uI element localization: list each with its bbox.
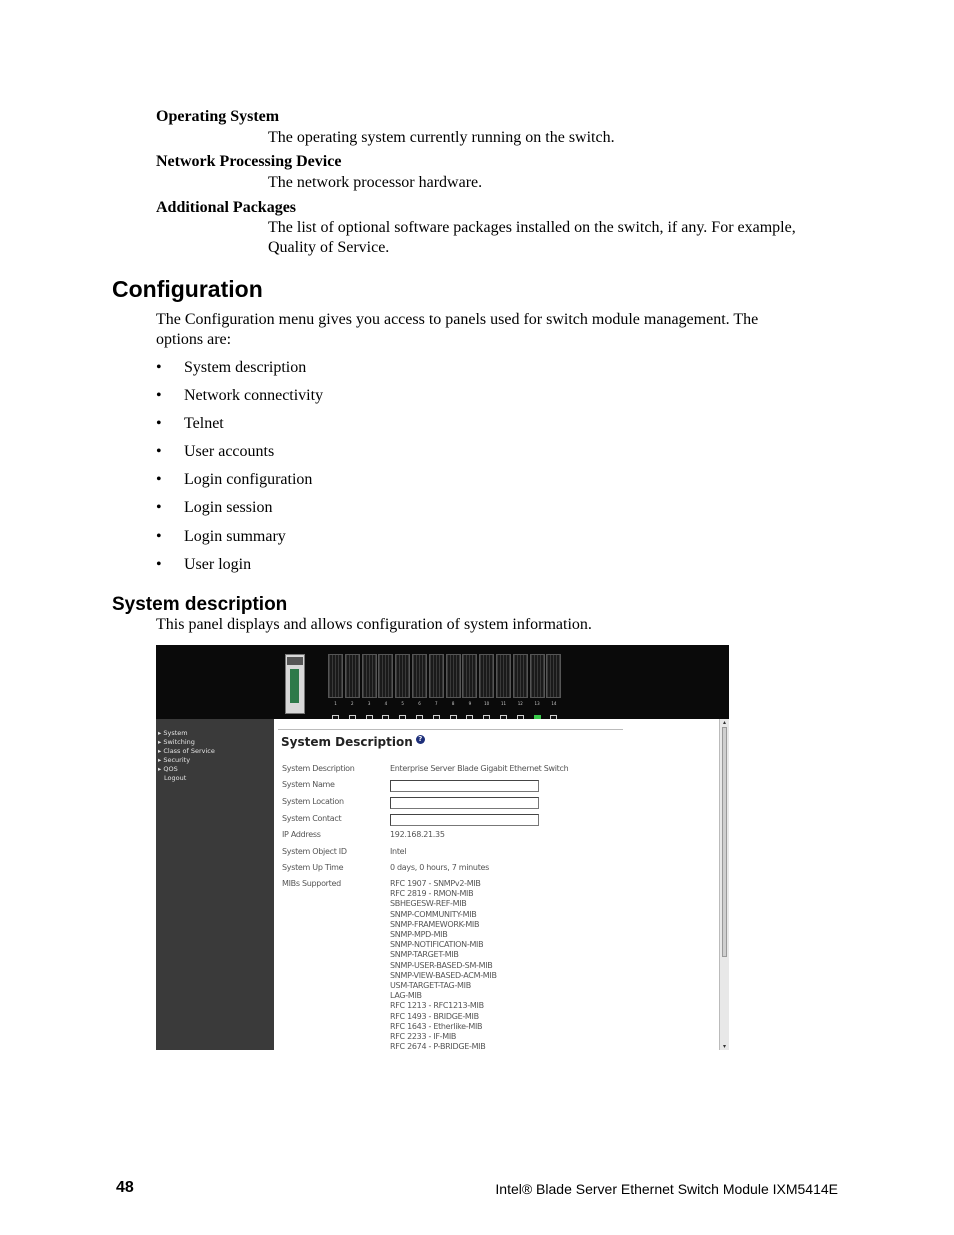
- slot-number: 11: [500, 701, 507, 706]
- system-description-intro: This panel displays and allows configuration of system information.: [156, 616, 592, 633]
- panel-title: [281, 735, 425, 749]
- list-item: USM-TARGET-TAG-MIB: [390, 981, 471, 990]
- option-label: User accounts: [184, 443, 275, 461]
- system-description-screenshot: [156, 645, 729, 1050]
- list-item: SNMP-FRAMEWORK-MIB: [390, 919, 480, 929]
- list-item: [156, 470, 556, 498]
- term-additional-packages: Additional Packages: [156, 199, 297, 216]
- configuration-heading: Configuration: [112, 276, 263, 302]
- list-item: [156, 527, 556, 555]
- list-item: [156, 498, 556, 526]
- page-number: 48: [116, 1179, 134, 1196]
- slot-number: 12: [517, 701, 523, 706]
- system-contact-input[interactable]: [390, 814, 539, 826]
- sidebar-item-logout[interactable]: [164, 774, 186, 782]
- expand-arrow-icon: ▸: [158, 747, 162, 755]
- configuration-intro-line1: The Configuration menu gives you access to panels used for switch module management. The: [156, 311, 759, 328]
- blade-slot: [378, 654, 393, 698]
- slot-number: 8: [451, 701, 455, 706]
- field-value-system-up-time: 0 days, 0 hours, 7 minutes: [390, 863, 490, 872]
- system-description-heading: System description: [112, 594, 288, 615]
- configuration-options-list: [156, 358, 556, 583]
- blade-slot: [446, 654, 461, 698]
- field-label-system-description: System Description: [282, 764, 355, 773]
- option-label: Telnet: [184, 415, 224, 433]
- list-item: [156, 442, 556, 470]
- sidebar-item-label: System: [163, 729, 188, 737]
- scroll-down-icon[interactable]: ▾: [722, 1043, 726, 1050]
- bullet: •: [156, 387, 162, 405]
- field-value-system-object-id: Intel: [390, 847, 407, 856]
- list-item: [156, 414, 556, 442]
- field-label-ip-address: IP Address: [282, 830, 321, 839]
- list-item: [156, 555, 556, 583]
- option-label: Login session: [184, 499, 273, 517]
- list-item: RFC 2674 - P-BRIDGE-MIB: [390, 1042, 486, 1050]
- option-label: User login: [184, 555, 252, 573]
- list-item: RFC 1907 - SNMPv2-MIB: [390, 879, 481, 888]
- content-panel: [274, 719, 719, 1050]
- configuration-intro-line2: options are:: [156, 331, 232, 348]
- list-item: RFC 1643 - Etherlike-MIB: [390, 1021, 483, 1031]
- field-value-ip-address: 192.168.21.35: [390, 830, 445, 839]
- blade-slot: [412, 654, 427, 698]
- list-item: SNMP-MPD-MIB: [390, 930, 448, 939]
- module-display: [290, 669, 299, 703]
- slot-number: 3: [367, 701, 371, 706]
- list-item: RFC 1213 - RFC1213-MIB: [390, 1001, 484, 1011]
- blade-slot: [462, 654, 477, 698]
- slot-number: 2: [351, 701, 354, 706]
- sidebar-item-label: Switching: [163, 738, 195, 746]
- slot-number: 7: [435, 701, 438, 706]
- slot-number: 5: [401, 701, 404, 706]
- list-item: SBHEGESW-REF-MIB: [390, 899, 467, 909]
- field-label-system-contact: System Contact: [282, 814, 342, 823]
- list-item: RFC 2233 - IF-MIB: [390, 1032, 457, 1041]
- expand-arrow-icon: ▸: [158, 765, 162, 773]
- slot-number: 10: [484, 701, 490, 706]
- list-item: SNMP-VIEW-BASED-ACM-MIB: [390, 970, 497, 980]
- list-item: SNMP-USER-BASED-SM-MIB: [390, 960, 493, 970]
- help-icon[interactable]: ?: [416, 735, 425, 744]
- field-label-system-object-id: System Object ID: [282, 847, 347, 856]
- option-label: Login summary: [184, 527, 286, 545]
- blade-slot: [328, 654, 343, 698]
- option-label: Login configuration: [184, 471, 313, 489]
- slot-number: 14: [551, 701, 557, 706]
- bullet: •: [156, 443, 162, 461]
- field-value-system-description: Enterprise Server Blade Gigabit Ethernet Switch: [390, 764, 569, 773]
- blade-slot: [429, 654, 444, 698]
- desc-additional-packages-line1: The list of optional software packages installed on the switch, if any. For example,: [268, 219, 796, 236]
- vertical-scrollbar[interactable]: [719, 719, 729, 1050]
- field-label-system-name: System Name: [282, 780, 335, 789]
- scroll-up-icon[interactable]: ▴: [722, 719, 726, 726]
- blade-slot: [496, 654, 511, 698]
- blade-slot: [546, 654, 561, 698]
- slot-number: 4: [384, 701, 388, 706]
- blade-slot: [345, 654, 360, 698]
- panel-title-text: System Description: [281, 735, 413, 749]
- slot-number: 1: [334, 701, 337, 706]
- list-item: LAG-MIB: [390, 991, 422, 1001]
- bullet: •: [156, 499, 162, 517]
- sidebar-item-security[interactable]: [158, 756, 190, 764]
- list-item: RFC 2819 - RMON-MIB: [390, 889, 474, 899]
- list-item: [156, 358, 556, 386]
- bullet: •: [156, 555, 162, 573]
- list-item: RFC 1493 - BRIDGE-MIB: [390, 1011, 479, 1021]
- sidebar-item-label: QOS: [163, 765, 178, 773]
- blade-slot: [479, 654, 494, 698]
- module-cap: [287, 657, 303, 665]
- sidebar-item-class-of-service[interactable]: [158, 747, 215, 755]
- field-label-system-location: System Location: [282, 797, 344, 806]
- list-item: SNMP-COMMUNITY-MIB: [390, 909, 477, 919]
- slot-number: 9: [468, 701, 472, 706]
- list-item: SNMP-NOTIFICATION-MIB: [390, 940, 484, 950]
- sidebar-item-system[interactable]: [158, 729, 188, 737]
- bullet: •: [156, 359, 162, 376]
- option-label: Network connectivity: [184, 387, 324, 405]
- switch-module-icon: [285, 654, 305, 714]
- sidebar-item-qos[interactable]: [158, 765, 178, 773]
- expand-arrow-icon: ▸: [158, 738, 162, 746]
- desc-operating-system: The operating system currently running on the switch.: [268, 129, 615, 146]
- desc-additional-packages-line2: Quality of Service.: [268, 239, 390, 256]
- sidebar-nav: [156, 719, 274, 1050]
- option-label: System description: [184, 359, 307, 376]
- expand-arrow-icon: ▸: [158, 756, 162, 764]
- bullet: •: [156, 415, 162, 433]
- sidebar-item-switching[interactable]: [158, 738, 195, 746]
- system-name-input[interactable]: [390, 780, 539, 792]
- field-label-system-up-time: System Up Time: [282, 863, 344, 872]
- blade-slot: [530, 654, 545, 698]
- desc-network-processing-device: The network processor hardware.: [268, 174, 483, 191]
- list-item: SNMP-TARGET-MIB: [390, 950, 459, 960]
- term-network-processing-device: Network Processing Device: [156, 153, 342, 170]
- blade-slots: [328, 654, 578, 706]
- switch-chassis-banner: [156, 645, 729, 719]
- term-operating-system: Operating System: [156, 108, 280, 125]
- slot-number: 6: [418, 701, 421, 706]
- bullet: •: [156, 527, 162, 545]
- blade-slot: [395, 654, 410, 698]
- expand-arrow-icon: ▸: [158, 729, 162, 737]
- system-location-input[interactable]: [390, 797, 539, 809]
- scrollbar-thumb[interactable]: [722, 727, 727, 957]
- document-title: Intel® Blade Server Ethernet Switch Module IXM5414E: [495, 1181, 838, 1197]
- slot-number: 13: [534, 701, 540, 706]
- blade-slot: [362, 654, 377, 698]
- blade-slot: [513, 654, 528, 698]
- panel-top-divider: [278, 729, 623, 730]
- bullet: •: [156, 471, 162, 489]
- sidebar-item-label: Class of Service: [163, 747, 215, 755]
- sidebar-item-label: Logout: [164, 774, 187, 782]
- field-label-mibs-supported: MIBs Supported: [282, 879, 341, 888]
- sidebar-item-label: Security: [163, 756, 191, 764]
- list-item: [156, 386, 556, 414]
